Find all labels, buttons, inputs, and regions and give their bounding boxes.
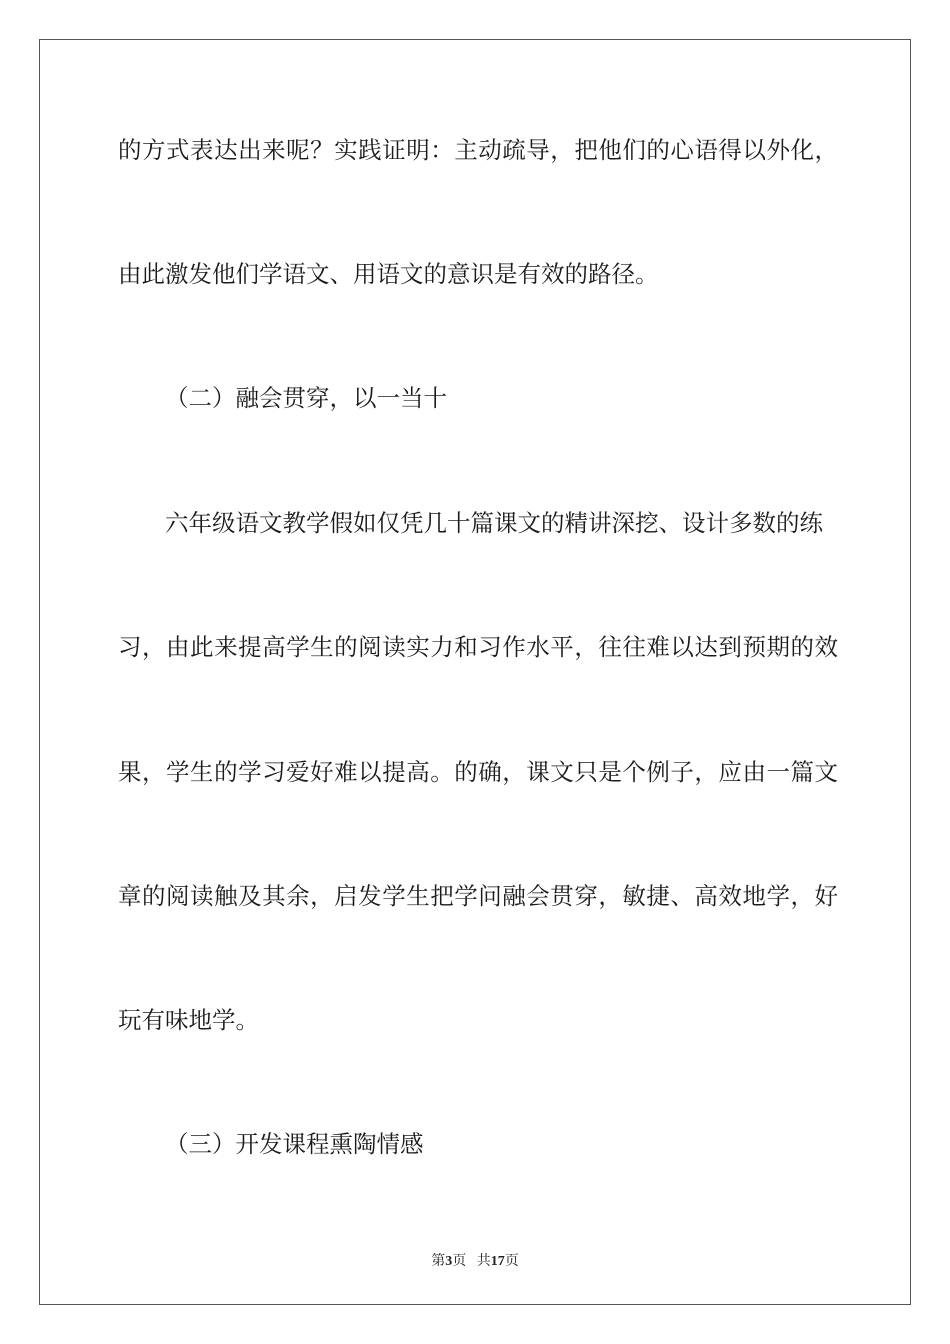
section-heading: （二）融会贯穿，以一当十 (165, 384, 447, 412)
page-border (39, 39, 911, 1305)
section-heading: （三）开发课程熏陶情感 (165, 1130, 424, 1158)
page-footer (0, 1250, 950, 1270)
footer-total-number: 17 (490, 1254, 505, 1269)
paragraph-line: 果，学生的学习爱好难以提高。的确，课文只是个例子，应由一篇文 (118, 758, 838, 786)
paragraph-line: 章的阅读触及其余，启发学生把学问融会贯穿，敏捷、高效地学，好 (118, 882, 838, 910)
paragraph-line: 六年级语文教学假如仅凭几十篇课文的精讲深挖、设计多数的练 (165, 509, 823, 537)
paragraph-line: 的方式表达出来呢？实践证明：主动疏导，把他们的心语得以外化， (118, 136, 838, 164)
footer-total-suffix: 页 (504, 1254, 519, 1269)
footer-page-suffix: 页 (452, 1254, 467, 1269)
footer-total-prefix: 共 (476, 1254, 491, 1269)
footer-page-number: 3 (445, 1254, 453, 1269)
paragraph-line: 玩有味地学。 (118, 1006, 259, 1034)
paragraph-line: 习，由此来提高学生的阅读实力和习作水平，往往难以达到预期的效 (118, 633, 838, 661)
paragraph-line: 由此激发他们学语文、用语文的意识是有效的路径。 (118, 260, 659, 288)
footer-page-prefix: 第 (431, 1254, 446, 1269)
